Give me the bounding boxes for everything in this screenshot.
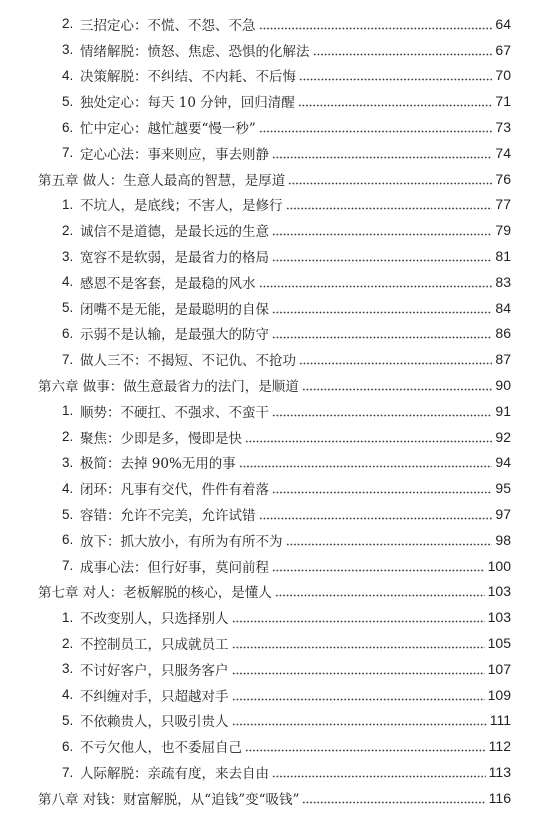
toc-entry-title: 做人三不：不揭短、不记仇、不抢功 (80, 353, 296, 370)
toc-entry-number: 1. (62, 609, 74, 625)
toc-entry-title: 放下：抓大放小，有所为有所不为 (80, 533, 283, 550)
toc-dot-leader (259, 130, 492, 133)
toc-chapter-entry[interactable] (0, 579, 551, 605)
toc-dot-leader (288, 182, 492, 185)
toc-entry-number: 2. (62, 16, 74, 32)
toc-entry-title: 三招定心：不慌、不怨、不急 (80, 17, 256, 34)
toc-section-entry[interactable] (0, 321, 551, 347)
toc-section-entry[interactable] (0, 11, 551, 37)
toc-entry-page-number: 67 (495, 41, 511, 58)
toc-entry-title: 不依赖贵人，只吸引贵人 (80, 714, 229, 731)
toc-entry-number: 6. (62, 119, 74, 135)
toc-entry-title: 人际解脱：亲疏有度，来去自由 (80, 766, 269, 782)
toc-entry-page-number: 76 (495, 170, 511, 187)
toc-section-entry[interactable] (0, 88, 551, 114)
toc-entry-page-number: 83 (495, 273, 511, 290)
toc-dot-leader (298, 104, 492, 107)
toc-entry-page-number: 103 (487, 583, 511, 600)
toc-dot-leader (232, 620, 485, 623)
toc-dot-leader (272, 414, 492, 417)
toc-entry-page-number: 90 (495, 377, 511, 394)
toc-entry-number: 4. (62, 67, 74, 83)
toc-entry-title: 不纠缠对手，只超越对手 (80, 688, 229, 705)
toc-section-entry[interactable] (0, 501, 551, 527)
toc-entry-number: 6. (62, 325, 74, 341)
toc-dot-leader (299, 362, 492, 365)
toc-dot-leader (259, 285, 493, 288)
toc-section-entry[interactable] (0, 63, 551, 89)
toc-section-entry[interactable] (0, 295, 551, 321)
toc-entry-number: 1. (62, 403, 74, 419)
toc-entry-number: 1. (62, 196, 74, 212)
toc-chapter-entry[interactable] (0, 785, 551, 811)
toc-dot-leader (245, 749, 486, 752)
toc-section-entry[interactable] (0, 269, 551, 295)
toc-section-entry[interactable] (0, 682, 551, 708)
toc-entry-page-number: 107 (487, 660, 511, 677)
toc-entry-title: 不坑人，是底线；不害人，是修行 (80, 198, 283, 215)
toc-dot-leader (259, 27, 493, 30)
toc-dot-leader (232, 723, 487, 726)
toc-section-entry[interactable] (0, 243, 551, 269)
toc-entry-page-number: 95 (495, 480, 511, 497)
toc-section-entry[interactable] (0, 37, 551, 63)
toc-entry-number: 7. (62, 145, 74, 161)
toc-entry-number: 2. (62, 222, 74, 238)
toc-entry-page-number: 86 (495, 325, 511, 342)
toc-entry-title: 闭嘴不是无能，是最聪明的自保 (80, 301, 269, 318)
toc-entry-number: 7. (62, 351, 74, 367)
toc-section-entry[interactable] (0, 217, 551, 243)
toc-entry-title: 第八章 对钱：财富解脱，从“追钱”变“吸钱” (38, 791, 300, 808)
toc-entry-page-number: 77 (495, 196, 511, 213)
toc-entry-title: 成事心法：但行好事，莫问前程 (80, 559, 269, 576)
toc-dot-leader (302, 801, 485, 804)
toc-entry-page-number: 74 (495, 144, 511, 161)
toc-dot-leader (286, 207, 493, 210)
toc-entry-title: 第七章 对人：老板解脱的核心，是懂人 (38, 585, 272, 602)
toc-section-entry[interactable] (0, 604, 551, 630)
toc-section-entry[interactable] (0, 553, 551, 579)
toc-dot-leader (272, 569, 485, 572)
toc-entry-title: 独处定心：每天 10 分钟，回归清醒 (80, 95, 295, 112)
toc-chapter-entry[interactable] (0, 372, 551, 398)
toc-entry-number: 6. (62, 738, 74, 754)
toc-entry-page-number: 81 (495, 248, 511, 265)
toc-entry-title: 定心心法：事来则应，事去则静 (80, 146, 269, 163)
toc-entry-page-number: 116 (488, 789, 511, 806)
toc-entry-page-number: 92 (495, 428, 511, 445)
toc-entry-number: 3. (62, 661, 74, 677)
toc-entry-page-number: 87 (495, 351, 511, 368)
toc-entry-page-number: 64 (495, 15, 511, 32)
toc-entry-number: 4. (62, 274, 74, 290)
toc-entry-title: 示弱不是认输，是最强大的防守 (80, 327, 269, 344)
toc-entry-number: 5. (62, 712, 74, 728)
toc-dot-leader (275, 594, 485, 597)
toc-section-entry[interactable] (0, 656, 551, 682)
toc-dot-leader (302, 388, 492, 391)
toc-section-entry[interactable] (0, 140, 551, 166)
toc-section-entry[interactable] (0, 733, 551, 759)
toc-dot-leader (313, 53, 493, 56)
toc-entry-number: 5. (62, 93, 74, 109)
toc-dot-leader (272, 336, 492, 339)
toc-entry-page-number: 113 (488, 764, 511, 780)
toc-entry-number: 7. (62, 558, 74, 574)
toc-entry-title: 不改变别人，只选择别人 (80, 611, 229, 628)
toc-entry-page-number: 111 (489, 712, 511, 729)
toc-entry-title: 不亏欠他人，也不委屈自己 (80, 740, 242, 757)
toc-entry-number: 4. (62, 687, 74, 703)
toc-section-entry[interactable] (0, 708, 551, 734)
toc-entry-title: 决策解脱：不纠结、不内耗、不后悔 (80, 69, 296, 86)
toc-section-entry[interactable] (0, 475, 551, 501)
toc-entry-title: 容错：允许不完美，允许试错 (80, 508, 256, 525)
toc-section-entry[interactable] (0, 398, 551, 424)
toc-entry-title: 极简：去掉 90%无用的事 (80, 456, 236, 473)
toc-entry-number: 4. (62, 480, 74, 496)
toc-section-entry[interactable] (0, 192, 551, 218)
toc-entry-number: 3. (62, 42, 74, 58)
toc-dot-leader (232, 646, 485, 649)
toc-dot-leader (272, 311, 492, 314)
toc-entry-page-number: 103 (487, 609, 511, 626)
toc-entry-number: 5. (62, 506, 74, 522)
toc-section-entry[interactable] (0, 346, 551, 372)
toc-entry-number: 5. (62, 300, 74, 316)
toc-entry-page-number: 97 (495, 506, 511, 523)
toc-entry-page-number: 100 (487, 557, 511, 574)
toc-entry-title: 不讨好客户，只服务客户 (80, 662, 229, 679)
toc-dot-leader (272, 775, 486, 778)
toc-section-entry[interactable] (0, 424, 551, 450)
toc-entry-page-number: 94 (495, 454, 511, 471)
toc-section-entry[interactable] (0, 114, 551, 140)
toc-entry-title: 情绪解脱：愤怒、焦虑、恐惧的化解法 (80, 43, 310, 60)
toc-section-entry[interactable] (0, 630, 551, 656)
toc-entry-title: 感恩不是客套，是最稳的风水 (80, 275, 256, 292)
toc-dot-leader (259, 517, 493, 520)
toc-entry-title: 忙中定心：越忙越要“慢一秒” (80, 121, 256, 138)
toc-dot-leader (239, 465, 492, 468)
toc-dot-leader (232, 698, 485, 701)
toc-entry-number: 3. (62, 248, 74, 264)
table-of-contents (0, 11, 551, 811)
toc-entry-page-number: 105 (487, 635, 511, 652)
toc-entry-title: 聚焦：少即是多，慢即是快 (80, 430, 242, 447)
toc-section-entry[interactable] (0, 759, 551, 785)
toc-dot-leader (286, 543, 493, 546)
toc-entry-number: 2. (62, 635, 74, 651)
toc-entry-page-number: 84 (495, 299, 511, 316)
toc-dot-leader (272, 233, 492, 236)
toc-entry-number: 6. (62, 532, 74, 548)
toc-entry-title: 顺势：不硬扛、不强求、不蛮干 (80, 404, 269, 421)
toc-entry-page-number: 112 (488, 738, 511, 755)
toc-entry-number: 7. (62, 764, 74, 780)
toc-dot-leader (299, 78, 492, 81)
toc-entry-page-number: 70 (495, 67, 511, 84)
toc-entry-title: 第六章 做事：做生意最省力的法门，是顺道 (38, 379, 299, 396)
toc-entry-number: 3. (62, 454, 74, 470)
toc-entry-title: 闭环：凡事有交代，件件有着落 (80, 482, 269, 499)
toc-dot-leader (272, 491, 492, 494)
toc-dot-leader (245, 440, 492, 443)
toc-dot-leader (272, 259, 492, 262)
toc-entry-page-number: 98 (495, 531, 511, 548)
toc-entry-title: 诚信不是道德，是最长远的生意 (80, 224, 269, 241)
toc-chapter-entry[interactable] (0, 166, 551, 192)
toc-dot-leader (232, 672, 485, 675)
toc-entry-page-number: 91 (495, 402, 511, 419)
toc-dot-leader (272, 156, 492, 159)
toc-entry-page-number: 109 (487, 686, 511, 703)
toc-entry-title: 不控制员工，只成就员工 (80, 637, 229, 654)
toc-section-entry[interactable] (0, 527, 551, 553)
toc-entry-page-number: 71 (495, 93, 511, 110)
toc-entry-page-number: 73 (495, 119, 511, 136)
toc-entry-number: 2. (62, 429, 74, 445)
toc-section-entry[interactable] (0, 450, 551, 476)
toc-entry-title: 第五章 做人：生意人最高的智慧，是厚道 (38, 172, 286, 189)
toc-entry-title: 宽容不是软弱，是最省力的格局 (80, 250, 269, 267)
toc-entry-page-number: 79 (495, 222, 511, 239)
